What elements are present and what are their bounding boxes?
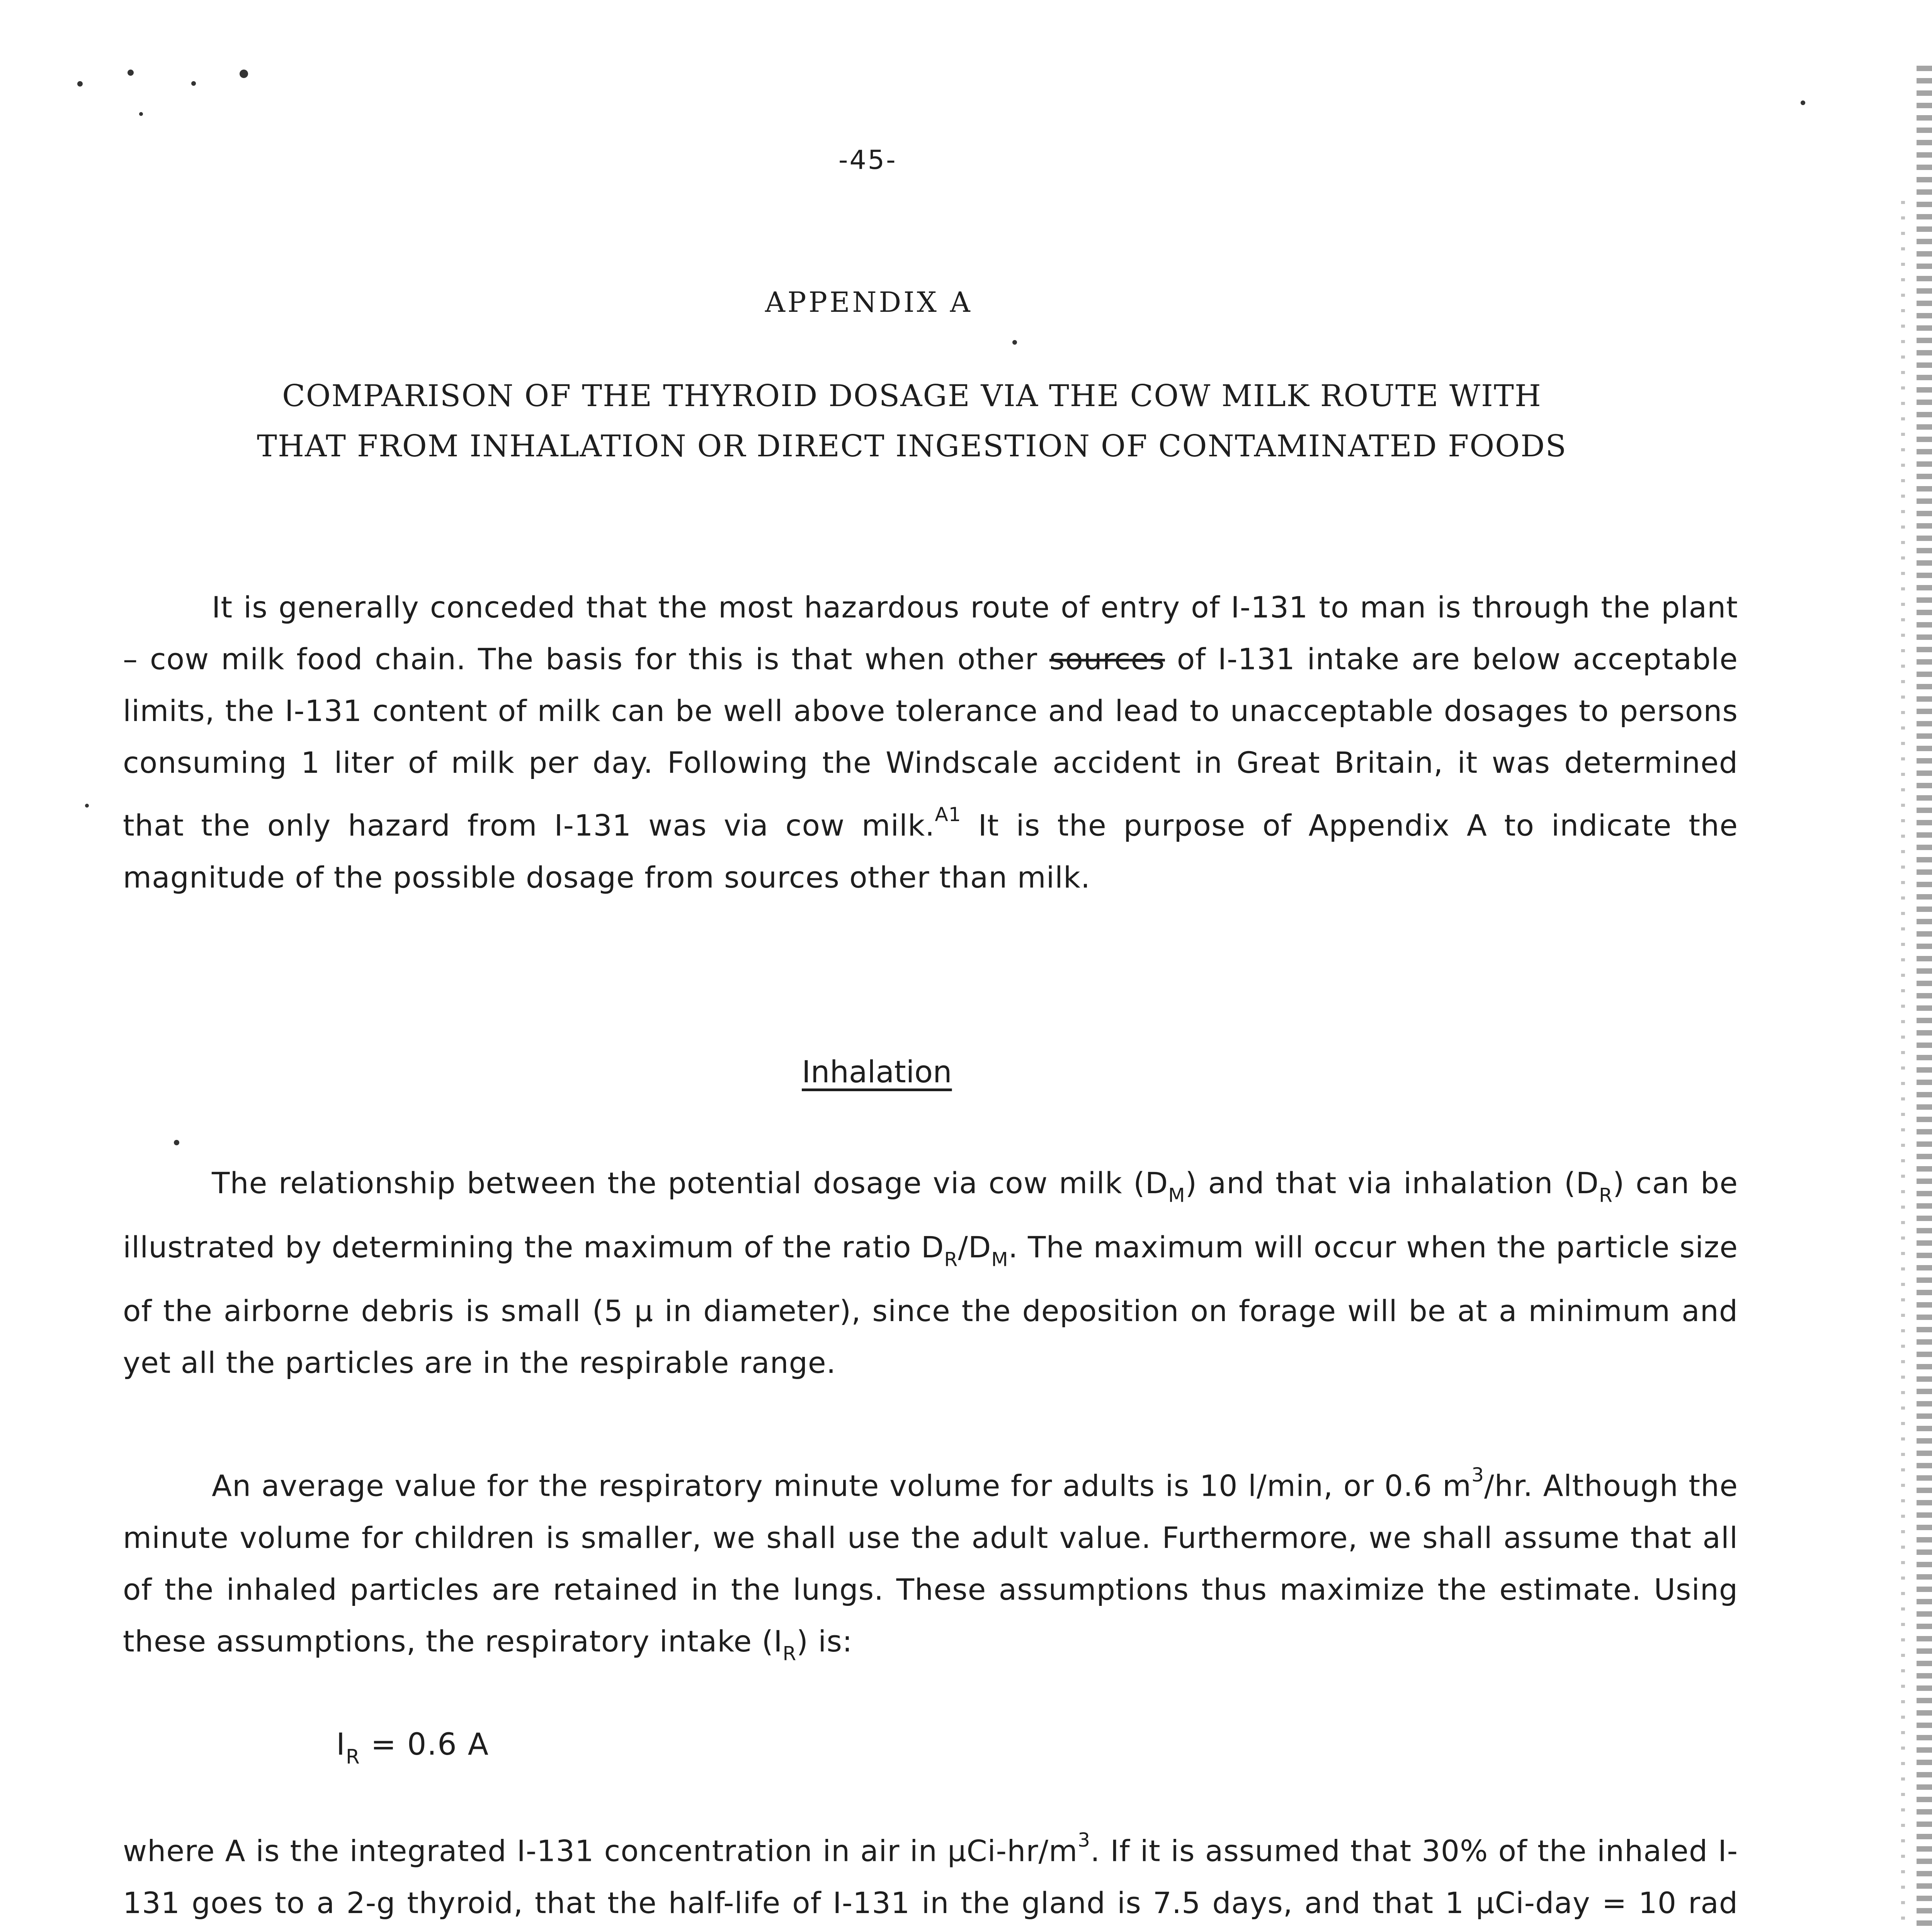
title-line-1: COMPARISON OF THE THYROID DOSAGE VIA THE COW MILK ROUTE WITH xyxy=(282,379,1542,413)
para2-text: /hr. Although the minute volume for children is smaller, we shall use the adult value. Furthermore, we shall assume that all of the inhaled particles are retained in the lungs. These assumptions thus maximize the estimate. Using these assumptions, the respiratory intake (I xyxy=(123,1468,1738,1658)
scan-speck xyxy=(1801,100,1805,105)
struck-word: sources xyxy=(1049,642,1165,676)
para1-text: ) can be illustrated by determining the maximum of the ratio D xyxy=(123,1166,1738,1264)
subscript: R xyxy=(782,1642,797,1665)
appendix-heading: APPENDIX A xyxy=(765,286,973,318)
subscript: R xyxy=(1599,1184,1613,1207)
section-heading-inhalation: Inhalation xyxy=(802,1055,952,1090)
reference-marker: A1 xyxy=(935,803,961,826)
intro-paragraph xyxy=(123,582,1738,903)
scan-speck xyxy=(77,81,83,87)
para2-text: An average value for the respiratory minute volume for adults is 10 l/min, or 0.6 m xyxy=(212,1468,1472,1503)
para1-text: The relationship between the potential dosage via cow milk (D xyxy=(212,1166,1168,1200)
scan-speck xyxy=(85,804,89,808)
paragraph-thyroid-dosage xyxy=(123,1814,1738,1932)
para3-text: . If it is assumed that 30% of the inhaled I-131 goes to a 2-g thyroid, that the half-life of I-131 in the gland is 7.5 days, and that 1 μCi-day = 10 rad xyxy=(123,1833,1738,1920)
subscript: R xyxy=(346,1745,361,1769)
scan-speck xyxy=(240,70,248,78)
equation-respiratory-intake xyxy=(336,1727,489,1769)
superscript: 3 xyxy=(1471,1463,1485,1486)
para1-text: . The maximum will occur when the particle size of the airborne debris is small (5 μ in diameter), since the deposition on forage will be at a minimum and yet all the particles are in the respirable range. xyxy=(123,1230,1738,1380)
page-number: -45- xyxy=(838,145,897,175)
eq-rhs: = 0.6 A xyxy=(360,1727,489,1762)
subscript: M xyxy=(1168,1184,1185,1207)
subscript: M xyxy=(991,1248,1009,1271)
paragraph-respiratory-volume xyxy=(123,1449,1738,1679)
para1-text: ) and that via inhalation (D xyxy=(1185,1166,1599,1200)
paragraph-relationship xyxy=(123,1157,1738,1389)
intro-text-b: of I-131 intake are below acceptable limits, the I-131 content of milk can be well above tolerance and lead to unacceptable dosages to persons consuming 1 liter of milk per day. Following the Windscale accident in Great Britain, it was determined that the only hazard from I-131 was via cow milk. xyxy=(123,642,1738,843)
document-title xyxy=(178,371,1646,471)
subscript: R xyxy=(944,1248,958,1271)
superscript: 3 xyxy=(1078,1828,1091,1851)
title-line-2: THAT FROM INHALATION OR DIRECT INGESTION OF CONTAMINATED FOODS xyxy=(257,429,1567,464)
intro-text-c: It is the purpose of Appendix A to indicate the magnitude of the possible dosage from sources other than milk. xyxy=(123,808,1738,895)
intro-text-a: It is generally conceded that the most hazardous route of entry of I-131 to man is through the plant – cow milk food chain. The basis for this is that when other xyxy=(123,590,1738,676)
scan-speck xyxy=(191,81,196,86)
scan-speck xyxy=(174,1140,179,1145)
para2-text: ) is: xyxy=(796,1624,853,1658)
scan-edge-artifact-inner xyxy=(1901,201,1905,1932)
para1-text: /D xyxy=(958,1230,992,1264)
scan-edge-artifact xyxy=(1917,66,1932,1932)
para3-text: where A is the integrated I-131 concentration in air in μCi-hr/m xyxy=(123,1833,1078,1868)
scan-speck xyxy=(1012,340,1017,345)
eq-var: I xyxy=(336,1727,346,1762)
scan-speck xyxy=(139,112,143,116)
scan-speck xyxy=(128,70,134,76)
